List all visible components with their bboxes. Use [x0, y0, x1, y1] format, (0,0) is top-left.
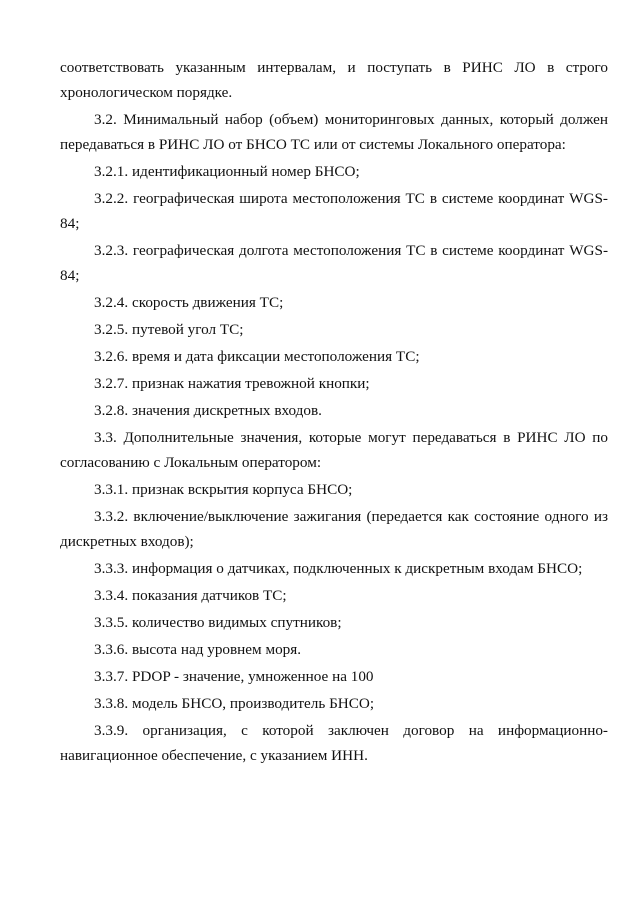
- item-3-3-5: 3.3.5. количество видимых спутников;: [94, 614, 342, 631]
- document-page: [60, 55, 608, 770]
- section-3-2-heading: 3.2. Минимальный набор (объем) мониторинговых данных, который должен передаваться в РИНС ЛО от БНСО ТС или от системы Локального оператора:: [60, 111, 608, 153]
- paragraph-continuation: соответствовать указанным интервалам, и поступать в РИНС ЛО в строго хронологическом порядке.: [60, 59, 608, 101]
- item-3-3-6: 3.3.6. высота над уровнем моря.: [94, 641, 302, 658]
- item-3-3-9: 3.3.9. организация, с которой заключен договор на информационно-навигационное обеспечение, с указанием ИНН.: [60, 722, 608, 764]
- item-3-2-3: 3.2.3. географическая долгота местоположения ТС в системе координат WGS-84;: [60, 242, 608, 284]
- item-3-3-8: 3.3.8. модель БНСО, производитель БНСО;: [94, 695, 375, 712]
- item-3-3-1: 3.3.1. признак вскрытия корпуса БНСО;: [94, 481, 353, 498]
- item-3-3-2: 3.3.2. включение/выключение зажигания (передается как состояние одного из дискретных входов);: [60, 508, 608, 550]
- item-3-3-3: 3.3.3. информация о датчиках, подключенных к дискретным входам БНСО;: [94, 560, 583, 577]
- section-3-3-heading: 3.3. Дополнительные значения, которые могут передаваться в РИНС ЛО по согласованию с Локальным оператором:: [60, 429, 608, 471]
- item-3-2-6: 3.2.6. время и дата фиксации местоположения ТС;: [94, 348, 420, 365]
- item-3-2-1: 3.2.1. идентификационный номер БНСО;: [94, 163, 360, 180]
- item-3-2-4: 3.2.4. скорость движения ТС;: [94, 294, 284, 311]
- item-3-2-5: 3.2.5. путевой угол ТС;: [94, 321, 244, 338]
- item-3-2-2: 3.2.2. географическая широта местоположения ТС в системе координат WGS-84;: [60, 190, 608, 232]
- item-3-2-7: 3.2.7. признак нажатия тревожной кнопки;: [94, 375, 370, 392]
- item-3-3-7: 3.3.7. PDOP - значение, умноженное на 100: [94, 668, 374, 685]
- item-3-3-4: 3.3.4. показания датчиков ТС;: [94, 587, 287, 604]
- item-3-2-8: 3.2.8. значения дискретных входов.: [94, 402, 322, 419]
